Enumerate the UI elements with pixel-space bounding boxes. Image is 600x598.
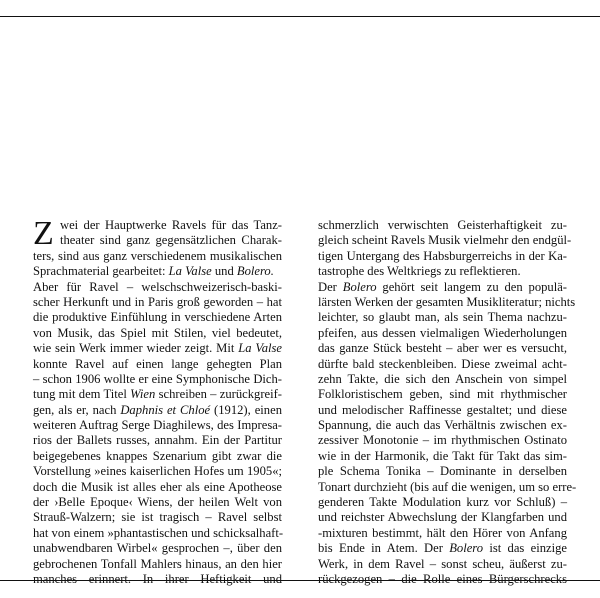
text-line: rios der Ballets russes, annahm. Ein der Partitur: [33, 433, 282, 448]
drop-cap: Z: [33, 215, 54, 252]
text-line: ters, sind aus ganz verschiedenem musikalischen: [33, 248, 282, 263]
text-line: lärsten Werken der gesamten Musikliteratur; nichts: [318, 294, 576, 309]
left-column: [33, 215, 284, 587]
text-line: – schon 1906 wollte er eine Symphonische Dich-: [33, 371, 282, 386]
text-line: -mixturen bestimmt, hält den Hörer von Anfang: [318, 525, 567, 540]
text-line: die produktive Einfühlung in verschiedene Arten: [33, 310, 282, 325]
text-line: von Musik, das Spiel mit Stilen, viel bedeutet,: [33, 325, 282, 340]
text-line: theater sind ganz gegensätzlichen Charak-: [60, 233, 282, 248]
text-line: Folkloristischem geben, sind mit rhythmischer: [318, 387, 567, 402]
text-line: zehn Takte, die sich den Anschein von simpel: [318, 371, 567, 386]
text-line: scher Herkunft und in Paris groß geworden – hat: [33, 294, 282, 309]
text-line: gleich scheint Ravels Musik vielmehr den endgül-: [318, 233, 572, 248]
text-line: konnte Ravel auf einen lange gehegten Plan: [33, 356, 282, 371]
text-line: Spannung, die auch das Verhältnis zwischen ex-: [318, 418, 567, 433]
text-line: wei der Hauptwerke Ravels für das Tanz-: [60, 218, 282, 232]
text-line: rückgezogen – die Rolle eines Bürgerschrecks: [318, 571, 567, 586]
text-line: gen, als er, nach Daphnis et Chloé (1912), einen: [33, 402, 282, 417]
text-line: pfeifen, aus dessen vielmaligen Wiederholungen: [318, 325, 567, 340]
text-line: wie sein Werk immer wieder zeigt. Mit La Valse: [33, 341, 282, 356]
bottom-rule: [0, 580, 600, 581]
text-line: doch die Musik ist alles eher als eine Apotheose: [33, 479, 282, 494]
text-line: weiteren Auftrag Serge Diaghilews, des Impresa-: [33, 418, 282, 433]
text-line: gebrochenen Tonfall Mahlers hinaus, an den hier: [33, 556, 282, 571]
text-line: und reichster Abwechslung der Klangfarben und: [318, 510, 567, 525]
text-line: tung mit dem Titel Wien schreiben – zurückgreif-: [33, 387, 282, 402]
text-line: Vorstellung »eines kaiserlichen Hofes um 1905«;: [33, 464, 282, 479]
text-line: ple Schema Tonika – Dominante in derselben: [318, 464, 567, 479]
text-line: bis Ende in Atem. Der Bolero ist das einzige: [318, 541, 567, 556]
right-column: [318, 218, 577, 587]
text-line: Aber für Ravel – welschschweizerisch-baski-: [33, 279, 282, 294]
text-line: der ›Belle Epoque‹ Wiens, der heilen Welt von: [33, 495, 282, 510]
text-line: beigegebenes knappes Szenarium gibt zwar die: [33, 448, 282, 463]
text-line: Strauß-Walzern; sie ist tragisch – Ravel selbst: [33, 510, 282, 525]
text-line: wie in der Harmonik, die Takt für Takt das sim-: [318, 448, 567, 463]
text-line: zessiver Monotonie – im rhythmischen Ostinato: [318, 433, 567, 448]
text-line: schmerzlich verwischten Geisterhaftigkeit zu-: [318, 218, 567, 232]
text-line: das ganze Stück besteht – aber wer es versucht,: [318, 341, 567, 356]
text-line: Der Bolero gehört seit langem zu den populä-: [318, 279, 567, 294]
text-line: Sprachmaterial gearbeitet: La Valse und Bolero.: [33, 264, 274, 279]
text-line: tigen Untergang des Habsburgerreichs in der Ka-: [318, 248, 567, 263]
text-line: Werk, in dem Ravel – sonst scheu, äußerst zu-: [318, 556, 567, 571]
text-line: tastrophe des Weltkriegs zu reflektieren.: [318, 264, 521, 279]
text-line: dürfte bald steckenbleiben. Diese zweimal acht-: [318, 356, 567, 371]
text-line: Tonart durchzieht (bis auf die wenigen, um so erre-: [318, 479, 577, 494]
text-line: manches erinnert. In ihrer Heftigkeit und: [33, 571, 282, 586]
text-line: und melodischer Raffinesse gestaltet; und diese: [318, 402, 567, 417]
text-line: unabwendbaren Wirbel« gesprochen –, über den: [33, 541, 282, 556]
top-rule: [0, 16, 600, 17]
text-line: leichter, so glaubt man, als sein Thema nachzu-: [318, 310, 567, 325]
text-line: hat von einem »phantastischen und schicksalhaft-: [33, 525, 284, 540]
text-line: genderen Takte Modulation kurz vor Schluß) –: [318, 495, 567, 510]
